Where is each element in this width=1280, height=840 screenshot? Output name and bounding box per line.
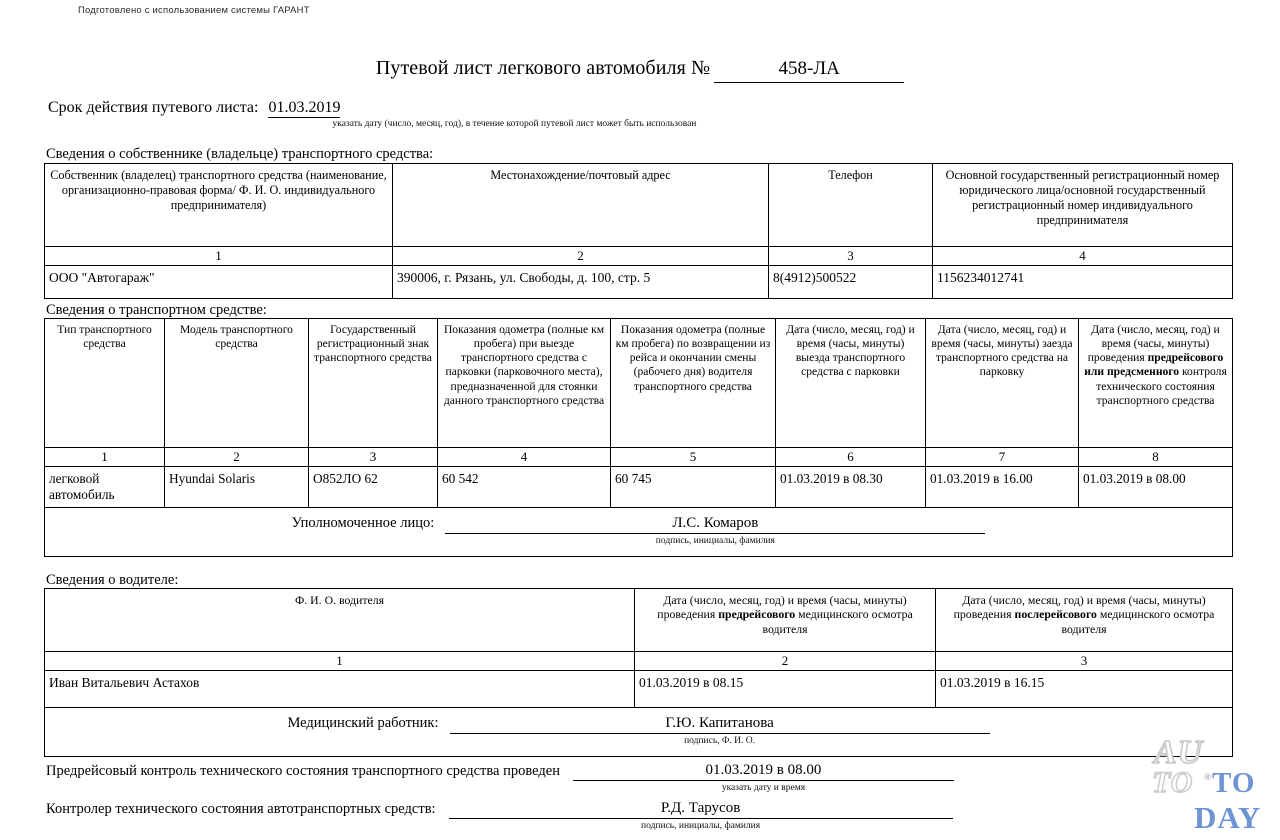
table-row	[45, 265, 1233, 298]
table-header-row	[45, 319, 1233, 448]
vehicle-value-type: легковой автомобиль	[45, 466, 165, 507]
document-number-value: 458-ЛА	[714, 58, 904, 83]
owner-header-ogrn: Основной государственный регистрационный номер юридического лица/основной государственный регистрационный номер индивидуального предпринимателя	[933, 164, 1233, 247]
document-number-field	[714, 58, 904, 83]
owner-value-address: 390006, г. Рязань, ул. Свободы, д. 100, стр. 5	[393, 265, 769, 298]
page-title: Путевой лист легкового автомобиля №	[375, 57, 711, 79]
authorized-person-name: Л.С. Комаров	[445, 514, 985, 534]
owner-table	[44, 163, 1233, 299]
owner-col-num-3: 3	[769, 247, 933, 266]
driver-value-postmedical: 01.03.2019 в 16.15	[936, 670, 1233, 707]
watermark-to-outline-text: TO	[1152, 766, 1194, 799]
vehicle-header-model: Модель транспортного средства	[165, 319, 309, 448]
owner-section-label: Сведения о собственнике (владельце) транспортного средства:	[46, 146, 434, 162]
authorized-person-row	[45, 507, 1233, 556]
driver-col-num-3: 3	[936, 652, 1233, 671]
controller-value: Р.Д. Тарусов	[449, 800, 953, 819]
controller-field	[449, 800, 953, 831]
vehicle-value-departure-datetime: 01.03.2019 в 08.30	[776, 466, 926, 507]
vehicle-value-arrival-datetime: 01.03.2019 в 16.00	[926, 466, 1079, 507]
validity-field	[268, 99, 760, 129]
owner-value-phone: 8(4912)500522	[769, 265, 933, 298]
vehicle-col-num-3: 3	[309, 448, 438, 467]
vehicle-col-num-4: 4	[438, 448, 611, 467]
pretrip-control-label: Предрейсовый контроль технического состояния транспортного средства проведен	[46, 763, 560, 779]
owner-header-address: Местонахождение/почтовый адрес	[393, 164, 769, 247]
controller-label: Контролер технического состояния автотранспортных средств:	[46, 801, 436, 817]
validity-label: Срок действия путевого листа:	[48, 99, 259, 116]
medical-worker-label: Медицинский работник:	[287, 714, 439, 731]
validity-value: 01.03.2019	[268, 99, 341, 116]
vehicle-header-arrival-datetime: Дата (число, месяц, год) и время (часы, минуты) заезда транспортного средства на парковку	[926, 319, 1079, 448]
vehicle-header-departure-datetime: Дата (число, месяц, год) и время (часы, минуты) выезда транспортного средства с парковки	[776, 319, 926, 448]
owner-header-phone: Телефон	[769, 164, 933, 247]
driver-col-num-2: 2	[635, 652, 936, 671]
vehicle-col-num-5: 5	[611, 448, 776, 467]
owner-value-name: ООО "Автогараж"	[45, 265, 393, 298]
vehicle-value-odometer-out: 60 542	[438, 466, 611, 507]
table-row	[45, 670, 1233, 707]
driver-value-name: Иван Витальевич Астахов	[45, 670, 635, 707]
table-number-row	[45, 652, 1233, 671]
medical-worker-cell	[45, 707, 1233, 756]
vehicle-col-num-1: 1	[45, 448, 165, 467]
table-number-row	[45, 448, 1233, 467]
authorized-person-cell	[45, 507, 1233, 556]
vehicle-table	[44, 318, 1233, 557]
pretrip-control-caption: указать дату и время	[721, 783, 806, 793]
vehicle-value-model: Hyundai Solaris	[165, 466, 309, 507]
owner-col-num-1: 1	[45, 247, 393, 266]
medical-worker-row	[45, 707, 1233, 756]
vehicle-header-plate: Государственный регистрационный знак транспортного средства	[309, 319, 438, 448]
table-header-row	[45, 589, 1233, 652]
vehicle-col-num-6: 6	[776, 448, 926, 467]
authorized-person-label: Уполномоченное лицо:	[291, 514, 435, 531]
pretrip-control-field	[573, 762, 954, 793]
validity-caption: указать дату (число, месяц, год), в течение которой путевой лист может быть использован	[332, 119, 697, 129]
document-title-row	[0, 57, 1280, 83]
medical-worker-caption: подпись, Ф. И. О.	[684, 736, 756, 747]
pretrip-control-value: 01.03.2019 в 08.00	[573, 762, 954, 781]
vehicle-col-num-8: 8	[1079, 448, 1233, 467]
vehicle-col-num-2: 2	[165, 448, 309, 467]
table-header-row	[45, 164, 1233, 247]
vehicle-value-plate: О852ЛО 62	[309, 466, 438, 507]
driver-header-premedical: Дата (число, месяц, год) и время (часы, минуты) проведения предрейсового медицинского осмотра водителя	[635, 589, 936, 652]
owner-col-num-4: 4	[933, 247, 1233, 266]
driver-header-postmedical: Дата (число, месяц, год) и время (часы, минуты) проведения послерейсового медицинского осмотра водителя	[936, 589, 1233, 652]
owner-value-ogrn: 1156234012741	[933, 265, 1233, 298]
medical-worker-field	[450, 714, 990, 748]
vehicle-col-num-7: 7	[926, 448, 1079, 467]
vehicle-value-odometer-in: 60 745	[611, 466, 776, 507]
vehicle-header-type: Тип транспортного средства	[45, 319, 165, 448]
watermark-registered-icon: ®	[1204, 772, 1211, 782]
driver-col-num-1: 1	[45, 652, 635, 671]
authorized-person-caption: подпись, инициалы, фамилия	[655, 536, 775, 547]
controller-row	[46, 800, 1238, 831]
controller-caption: подпись, инициалы, фамилия	[641, 821, 761, 831]
garant-system-note: Подготовлено с использованием системы ГАРАНТ	[78, 5, 310, 16]
watermark-au-text: AU	[1154, 734, 1204, 771]
owner-header-name: Собственник (владелец) транспортного средства (наименование, организационно-правовая форма/ Ф. И. О. индивидуального предпринимателя)	[45, 164, 393, 247]
authorized-person-field	[445, 514, 985, 548]
watermark-to-blue-text: TO	[1212, 767, 1256, 799]
vehicle-value-tech-control-datetime: 01.03.2019 в 08.00	[1079, 466, 1233, 507]
watermark-day-text: DAY	[1194, 800, 1262, 835]
validity-row	[48, 99, 1238, 129]
pretrip-control-row	[46, 762, 1238, 793]
driver-section-label: Сведения о водителе:	[46, 572, 179, 588]
vehicle-header-tech-control-datetime: Дата (число, месяц, год) и время (часы, минуты) проведения предрейсового или предсменного контроля технического состояния транспортного средства	[1079, 319, 1233, 448]
medical-worker-name: Г.Ю. Капитанова	[450, 714, 990, 734]
table-number-row	[45, 247, 1233, 266]
driver-value-premedical: 01.03.2019 в 08.15	[635, 670, 936, 707]
vehicle-header-odometer-in: Показания одометра (полные км пробега) по возвращении из рейса и окончании смены (рабочего дня) водителя транспортного средства	[611, 319, 776, 448]
owner-col-num-2: 2	[393, 247, 769, 266]
table-row	[45, 466, 1233, 507]
vehicle-section-label: Сведения о транспортном средстве:	[46, 302, 267, 318]
driver-table	[44, 588, 1233, 757]
vehicle-header-odometer-out: Показания одометра (полные км пробега) при выезде транспортного средства с парковки (парковочного места), предназначенной для стоянки данного транспортного средства	[438, 319, 611, 448]
driver-header-name: Ф. И. О. водителя	[45, 589, 635, 652]
